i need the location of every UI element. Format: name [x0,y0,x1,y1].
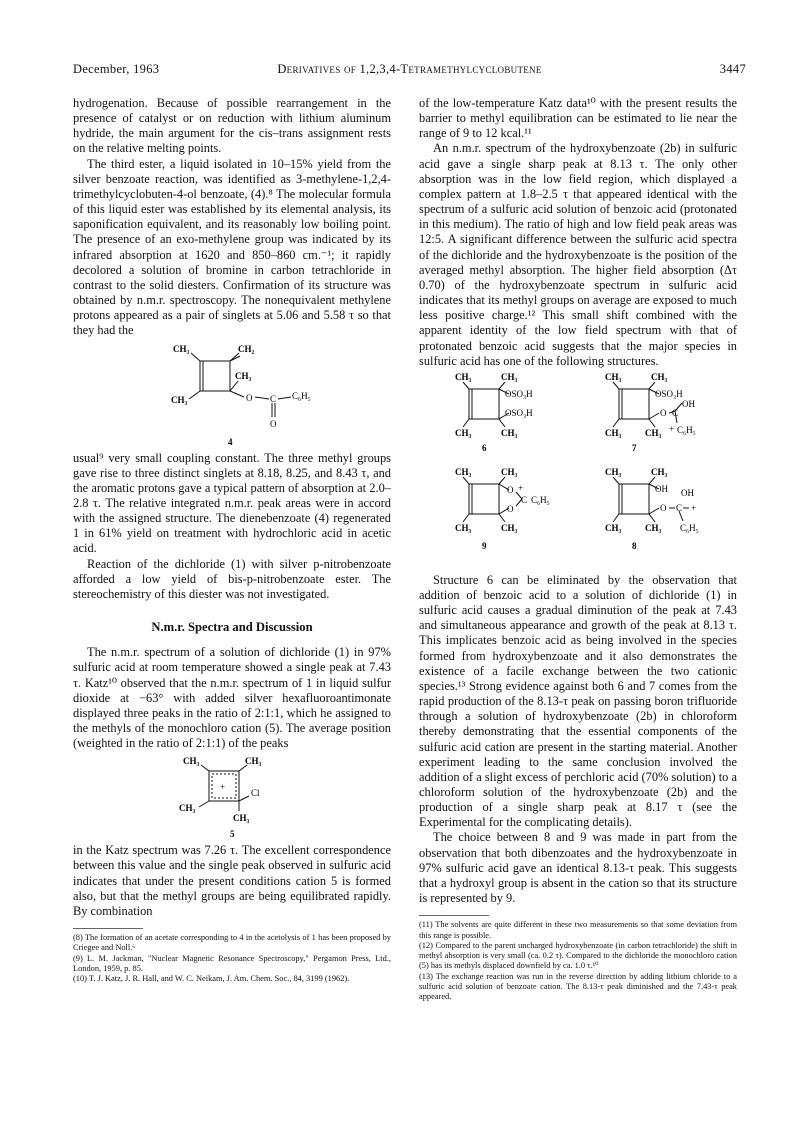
oxygen-label: O [660,502,667,513]
ch3-label: CH₃ [645,522,662,533]
sulfate-label: OSO₃H [655,388,683,399]
footnote-rule [419,915,489,916]
chlorine-label: Cl [251,788,260,799]
paragraph: The n.m.r. spectrum of a solution of dichloride (1) in 97% sulfuric acid at room temperature showed a single peak at 7.43 τ. Katz¹⁰ observed that the n.m.r. spectrum of 1 in liquid sulfur dioxide at −63° with added silver hexafluoroantimonate displayed three peaks in the ratio of 2:1:1, which he assigned to the methyls of the monochloro cation (5). The average position (weighted in the ratio of 2:1:1) of the peaks [73,645,391,751]
ch3-label: CH₃ [233,813,250,824]
footnote: (8) The formation of an acetate corresponding to 4 in the acetolysis of 1 has been proposed by Criegee and Noll.⁶ [73,933,391,953]
paragraph: The choice between 8 and 9 was made in part from the observation that both dibenzoates and the hydroxybenzoate in 97% sulfuric acid gave an identical 8.13-τ peak. This suggests that a hydroxyl group is absent in the cation so that its structure is represented by 9. [419,830,737,906]
charge-label: + [691,502,697,513]
paragraph: of the low-temperature Katz data¹⁰ with the present results the barrier to methyl equilibration can be estimated to lie near the range of 9 to 12 kcal.¹¹ [419,96,737,141]
compound-number: 5 [230,829,235,840]
footnote-rule [73,928,143,929]
footnote: (11) The solvents are quite different in these two measurements so that some deviation from this range is possible. [419,920,737,940]
footnote: (13) The exchange reaction was run in the reverse direction by adding lithium chloride to a sulfuric acid solution of benzoate cation. The 8.13-τ peak diminished and the 7.43-τ peak appeared. [419,971,737,1002]
running-header [73,62,746,78]
ch3-label: CH₃ [501,522,518,533]
compound-number: 6 [482,442,487,453]
ch3-label: CH₃ [605,427,622,438]
ch3-label: CH₃ [605,371,622,382]
phenyl-label: C₆H₅ [292,390,311,401]
structure-4 [73,339,391,451]
sulfate-label: OSO₃H [505,388,533,399]
paragraph: Structure 6 can be eliminated by the observation that addition of benzoic acid to a solution of dichloride (1) in sulfuric acid causes a gradual diminution of the peak at 7.43 and simultaneous appearance and growth of the peak at 8.13 τ. This implicates benzoic acid as being involved in the species formed from hydroxybenzoate and it also demonstrates the existence of a facile exchange between the two cationic species.¹³ Strong evidence against both 6 and 7 comes from the rapid production of the 8.13-τ peak on passing boron trifluoride through a solution of hydroxybenzoate (2b) in chloroform thereby demonstrating that the essential components of the sulfuric acid cation are present in the starting material. Another experiment leading to the same conclusion involved the addition of a slight excess of perchloric acid (70% solution) to a chloroform solution of the hydroxybenzoate (2b) and the production of a single sharp peak at 8.17 τ (see the Experimental for the complicating details). [419,572,737,830]
compound-number: 7 [632,442,637,453]
structures-6-9 [419,369,737,573]
ch3-label: CH₃ [455,371,472,382]
structure-5-drawing [73,751,391,843]
ch3-label: CH₃ [183,756,200,767]
ch3-label: CH₃ [501,371,518,382]
ch3-label: CH₃ [651,466,668,477]
section-heading: N.m.r. Spectra and Discussion [151,620,313,635]
compound-number: 8 [632,540,637,551]
page-number: 3447 [719,62,746,76]
hydroxyl-label: OH [682,398,695,409]
ch3-label: CH₃ [455,522,472,533]
ch3-label: CH₃ [245,756,262,767]
ch3-label: CH₃ [235,370,252,381]
ch3-label: CH₃ [455,466,472,477]
hydroxyl-label: OH [681,487,694,498]
oxygen-label: O [246,392,253,403]
ch3-label: CH₃ [605,522,622,533]
ch3-label: CH₃ [501,466,518,477]
structure-4-drawing [73,339,391,451]
carbon-label: C [270,393,277,404]
phenyl-label: C₆H₅ [531,494,550,505]
structures-drawing [419,369,737,573]
ch3-label: CH₃ [455,427,472,438]
paragraph: Reaction of the dichloride (1) with silver p-nitrobenzoate afforded a low yield of bis-p-nitrobenzoate ester. The stereochemistry of this diester was not investigated. [73,556,391,601]
structure-5 [73,751,391,843]
oxygen-label: O [507,503,514,514]
footnote: (12) Compared to the parent uncharged hydroxybenzoate (in carbon tetrachloride) the shift in methyl absorption is very small (ca. 0.2 τ). Compared to the dichloride the monochloro cation (5) has its methyls displaced downfield by ca. 1.0 τ.¹⁰ [419,940,737,971]
ch3-label: CH₃ [173,343,190,354]
ch3-label: CH₃ [605,466,622,477]
oxygen-label: O [660,407,667,418]
paragraph: The third ester, a liquid isolated in 10–15% yield from the silver benzoate reaction, was identified as 3-methylene-1,2,4-trimethylcyclobuten-4-ol benzoate, (4).⁸ The molecular formula of this liquid ester was established by its elemental analysis, its saponification equivalent, and its reasonably low boiling point. The presence of an exo-methylene group was indicated by its infrared absorption at 1620 and 850–860 cm.⁻¹; it rapidly decolored a solution of bromine in carbon tetrachloride in contrast to the solid diesters. Confirmation of its structure was obtained by n.m.r. spectroscopy. The nonequivalent methylene protons appeared as a pair of singlets at 5.06 and 5.58 τ so that they had the [73,156,391,338]
left-column [73,96,391,985]
ch3-label: CH₃ [179,803,196,814]
ch3-label: CH₃ [645,427,662,438]
carbon-label: C [521,494,528,505]
paragraph: An n.m.r. spectrum of the hydroxybenzoate (2b) in sulfuric acid gave a single sharp peak at 8.13 τ. The only other absorption was in the low field region, which displayed a complex pattern at 1.8–2.5 τ that appeared identical with the spectrum of a sulfuric acid solution of benzoic acid (protonated in this medium). The ratio of high and low field peak areas was 12:5. A significant difference between the sulfuric acid spectra of the dichloride and the hydroxybenzoate is the position of the averaged methyl absorption. The higher field absorption (Δτ 0.70) of the hydroxybenzoate spectrum in sulfuric acid indicates that its methyl groups on average are exposed to much less positive charge.¹² This small shift combined with the apparent identity of the low field spectrum with that of protonated benzoic acid suggests that the major species in sulfuric acid has one of the following structures. [419,141,737,368]
phenyl-label: C₆H₅ [680,522,699,533]
ch3-label: CH₃ [501,427,518,438]
header-date: December, 1963 [73,62,160,76]
ch3-label: CH₃ [171,394,188,405]
paragraph: usual⁹ very small coupling constant. The three methyl groups gave rise to three distinct singlets at 8.18, 8.25, and 8.43 τ, and the aromatic protons gave a typical pattern of absorption at 2.0–2.8 τ. The relative integrated n.m.r. peak areas were in accord with the assigned structure. The dienebenzoate (4) regenerated 1 in 61% yield on treatment with hydrochloric acid in acetic acid. [73,450,391,556]
paragraph: in the Katz spectrum was 7.26 τ. The excellent correspondence between this value and the single peak observed in sulfuric acid indicates that under the present conditions cation 5 is formed also, but that the methyl groups are being equilibrated rapidly. By combination [73,843,391,918]
ch2-label: CH₂ [238,343,255,354]
oxygen-label: O [270,418,277,429]
carbon-label: C [676,502,683,513]
paragraph: hydrogenation. Because of possible rearrangement in the presence of catalyst or on reduction with lithium aluminum hydride, the main argument for the cis–trans assignment rests on the relative melting points. [73,96,391,156]
header-title: Derivatives of 1,2,3,4-Tetramethylcyclobutene [277,62,542,76]
charge-label: + [220,782,226,793]
compound-number: 4 [228,436,233,447]
footnote: (10) T. J. Katz, J. R. Hall, and W. C. Neikam, J. Am. Chem. Soc., 84, 3199 (1962). [73,974,350,984]
oxygen-label: O [507,484,514,495]
hydroxyl-label: OH [655,483,668,494]
compound-number: 9 [482,540,487,551]
ch3-label: CH₃ [651,371,668,382]
right-column [419,96,737,1003]
footnote: (9) L. M. Jackman, "Nuclear Magnetic Resonance Spectroscopy," Pergamon Press, Ltd., London, 1959, p. 85. [73,953,391,973]
charge-label: + [518,482,524,493]
carbon-label: C [672,407,679,418]
sulfate-label: OSO₃H [505,407,533,418]
charge-label: + [669,423,675,434]
phenyl-label: C₆H₅ [677,424,696,435]
